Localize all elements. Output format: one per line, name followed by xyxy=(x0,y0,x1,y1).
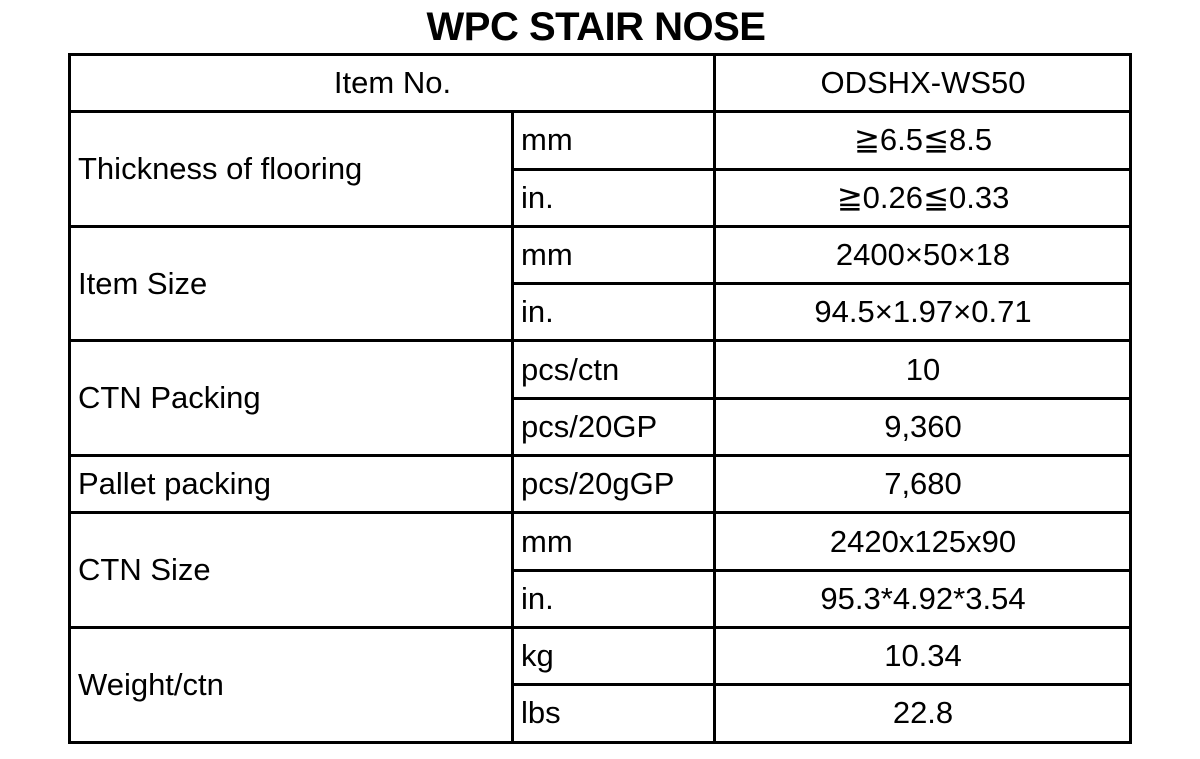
row-label-ctn-packing: CTN Packing xyxy=(70,341,513,456)
value-cell: 94.5×1.97×0.71 xyxy=(715,284,1131,341)
row-label-weight: Weight/ctn xyxy=(70,627,513,742)
value-cell: 2400×50×18 xyxy=(715,226,1131,283)
unit-cell: pcs/20GP xyxy=(513,398,715,455)
value-cell: ≧6.5≦8.5 xyxy=(715,112,1131,169)
value-cell: 95.3*4.92*3.54 xyxy=(715,570,1131,627)
unit-cell: in. xyxy=(513,570,715,627)
value-cell: 7,680 xyxy=(715,456,1131,513)
spec-table xyxy=(68,53,1132,744)
table-row xyxy=(70,226,1131,283)
table-row-header xyxy=(70,55,1131,112)
unit-cell: pcs/20gGP xyxy=(513,456,715,513)
row-label-item-size: Item Size xyxy=(70,226,513,341)
value-cell: ≧0.26≦0.33 xyxy=(715,169,1131,226)
table-row xyxy=(70,627,1131,684)
item-no-value: ODSHX-WS50 xyxy=(715,55,1131,112)
row-label-pallet-packing: Pallet packing xyxy=(70,456,513,513)
value-cell: 9,360 xyxy=(715,398,1131,455)
table-row xyxy=(70,456,1131,513)
unit-cell: mm xyxy=(513,112,715,169)
value-cell: 22.8 xyxy=(715,685,1131,742)
unit-cell: in. xyxy=(513,169,715,226)
item-no-label: Item No. xyxy=(70,55,715,112)
page-title: WPC STAIR NOSE xyxy=(426,5,766,49)
table-row xyxy=(70,341,1131,398)
unit-cell: pcs/ctn xyxy=(513,341,715,398)
table-row xyxy=(70,112,1131,169)
unit-cell: mm xyxy=(513,513,715,570)
unit-cell: in. xyxy=(513,284,715,341)
value-cell: 10.34 xyxy=(715,627,1131,684)
unit-cell: mm xyxy=(513,226,715,283)
value-cell: 2420x125x90 xyxy=(715,513,1131,570)
unit-cell: lbs xyxy=(513,685,715,742)
value-cell: 10 xyxy=(715,341,1131,398)
table-row xyxy=(70,513,1131,570)
unit-cell: kg xyxy=(513,627,715,684)
row-label-ctn-size: CTN Size xyxy=(70,513,513,628)
row-label-thickness: Thickness of flooring xyxy=(70,112,513,227)
